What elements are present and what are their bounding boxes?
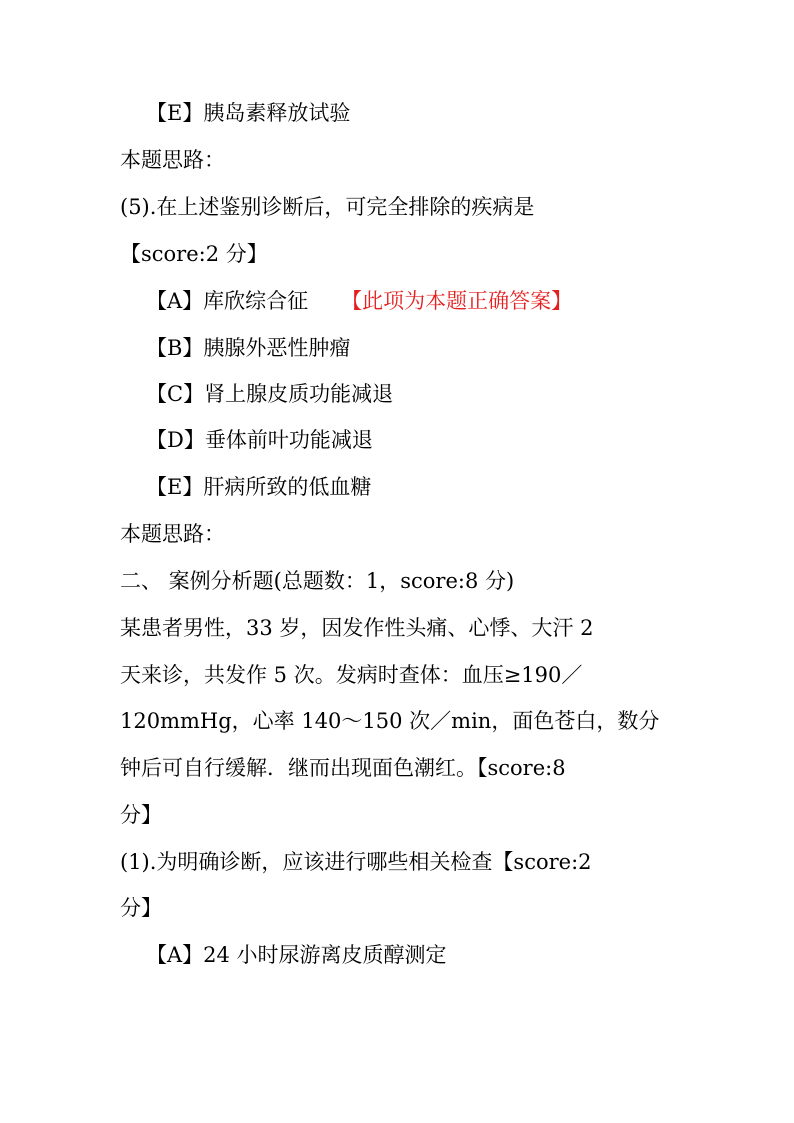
question-5-score	[120, 239, 268, 269]
line-text: 【A】24 小时尿游离皮质醇测定	[146, 943, 447, 967]
question-5	[120, 192, 534, 222]
line-text: 本题思路：	[120, 522, 225, 546]
explanation-label	[120, 145, 225, 175]
case-text-line-4	[120, 753, 566, 783]
case-score-continuation	[120, 800, 162, 830]
line-text: 【E】胰岛素释放试验	[146, 101, 351, 125]
question-1	[120, 847, 592, 877]
option-e-liver-disease-hypoglycemia	[146, 472, 371, 502]
line-text: 【score:2 分】	[120, 242, 268, 266]
line-text: 【C】肾上腺皮质功能减退	[146, 382, 394, 406]
section-heading-case-analysis	[120, 566, 514, 596]
line-text: 分】	[120, 896, 162, 920]
option-c-adrenal-insufficiency	[146, 379, 393, 409]
line-text: 【D】垂体前叶功能减退	[146, 428, 373, 452]
question-1-score-continuation	[120, 893, 162, 923]
option-a-urinary-free-cortisol	[146, 940, 447, 970]
option-b-extra-pancreatic-tumor	[146, 333, 350, 363]
line-text: 二、 案例分析题(总题数：1，score:8 分)	[120, 569, 515, 593]
case-text-line-1	[120, 613, 593, 643]
line-text: (5).在上述鉴别诊断后，可完全排除的疾病是	[120, 195, 535, 219]
line-text: 120mmHg，心率 140～150 次／min，面色苍白，数分	[120, 709, 660, 733]
line-text: 【A】库欣综合征	[146, 289, 309, 313]
line-text: 某患者男性，33 岁，因发作性头痛、心悸、大汗 2	[120, 616, 594, 640]
line-text: 天来诊，共发作 5 次。发病时查体：血压≥190／	[120, 663, 583, 687]
explanation-label	[120, 519, 225, 549]
line-text: 分】	[120, 803, 162, 827]
case-text-line-2	[120, 660, 582, 690]
case-text-line-3	[120, 706, 659, 736]
line-text: 【E】肝病所致的低血糖	[146, 475, 372, 499]
option-a-cushing-syndrome	[146, 286, 572, 316]
line-text: (1).为明确诊断，应该进行哪些相关检查【score:2	[120, 850, 592, 874]
option-e-insulin-release-test	[146, 98, 350, 128]
option-d-anterior-pituitary-insufficiency	[146, 425, 373, 455]
line-text: 钟后可自行缓解．继而出现面色潮红。【score:8	[120, 756, 566, 780]
line-text: 【B】胰腺外恶性肿瘤	[146, 336, 351, 360]
line-text: 本题思路：	[120, 148, 225, 172]
correct-answer-mark: 【此项为本题正确答案】	[341, 289, 573, 313]
